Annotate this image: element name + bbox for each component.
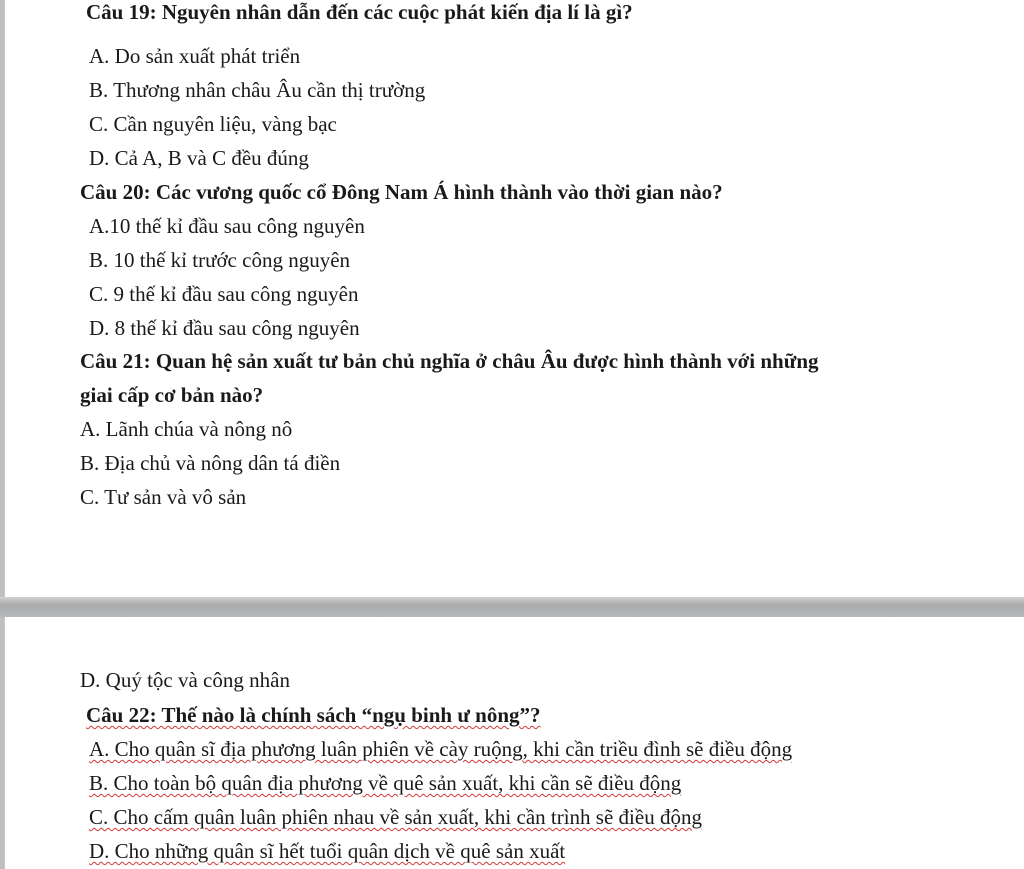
- q20-option-a: A.10 thế kỉ đầu sau công nguyên: [89, 214, 365, 238]
- question-21-line-1: Câu 21: Quan hệ sản xuất tư bản chủ nghĩa ở châu Âu được hình thành với những: [80, 349, 819, 373]
- q20-option-b: B. 10 thế kỉ trước công nguyên: [89, 248, 351, 272]
- q19-option-c: C. Cần nguyên liệu, vàng bạc: [89, 112, 337, 136]
- page-break-gap: [0, 597, 1024, 617]
- question-21-line-2: giai cấp cơ bản nào?: [80, 383, 264, 407]
- question-22: Câu 22: Thế nào là chính sách “ngụ binh ư nông”?: [86, 703, 541, 727]
- q19-option-d: D. Cả A, B và C đều đúng: [89, 146, 309, 170]
- q21-option-c: C. Tư sản và vô sản: [80, 485, 247, 509]
- question-20: Câu 20: Các vương quốc cổ Đông Nam Á hình thành vào thời gian nào?: [80, 180, 723, 204]
- q19-option-a: A. Do sản xuất phát triển: [89, 44, 301, 68]
- q20-option-c: C. 9 thế kỉ đầu sau công nguyên: [89, 282, 359, 306]
- q22-option-a: A. Cho quân sĩ địa phương luân phiên về cày ruộng, khi cần triều đình sẽ điều động: [89, 737, 793, 761]
- q22-option-d: D. Cho những quân sĩ hết tuổi quân dịch về quê sản xuất: [89, 839, 566, 863]
- q21-option-b: B. Địa chủ và nông dân tá điền: [80, 451, 341, 475]
- q20-option-d: D. 8 thế kỉ đầu sau công nguyên: [89, 316, 360, 340]
- question-19: Câu 19: Nguyên nhân dẫn đến các cuộc phát kiến địa lí là gì?: [86, 0, 633, 24]
- q21-option-a: A. Lãnh chúa và nông nô: [80, 417, 293, 441]
- q19-option-b: B. Thương nhân châu Âu cần thị trường: [89, 78, 426, 102]
- q21-option-d: D. Quý tộc và công nhân: [80, 668, 290, 692]
- q22-option-c: C. Cho cấm quân luân phiên nhau về sản xuất, khi cần trình sẽ điều động: [89, 805, 702, 829]
- q22-option-b: B. Cho toàn bộ quân địa phương về quê sản xuất, khi cần sẽ điều động: [89, 771, 682, 795]
